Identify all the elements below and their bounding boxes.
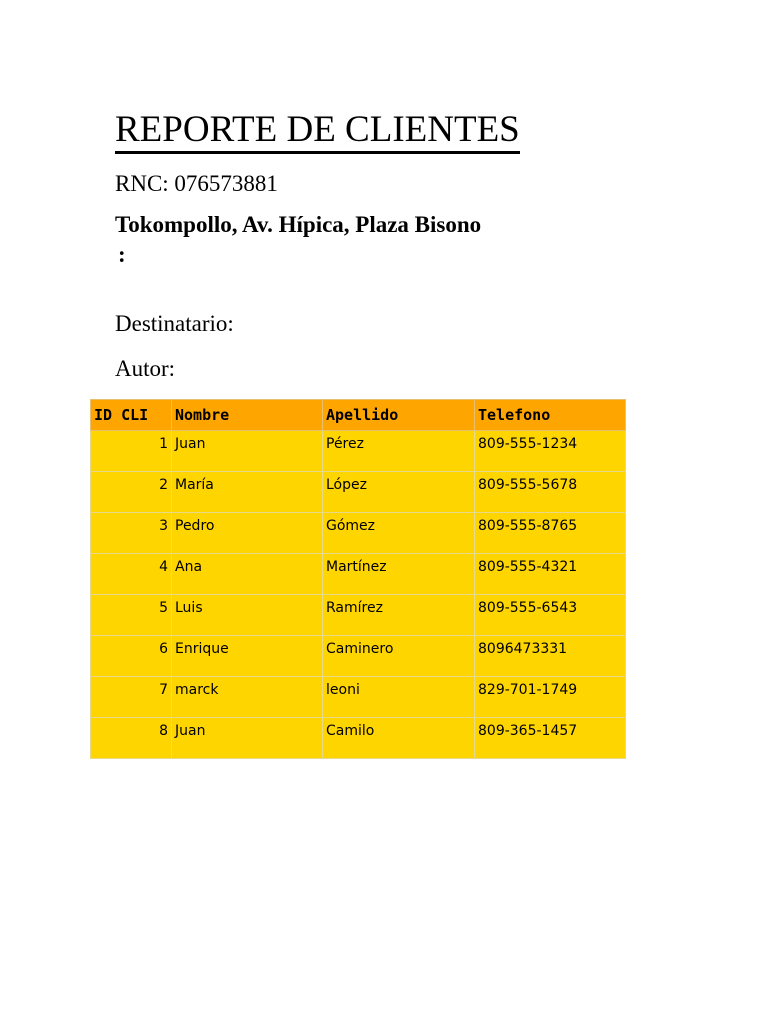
table-row (91, 513, 626, 554)
cell-telefono: 809-555-8765 (475, 513, 626, 554)
table-row (91, 677, 626, 718)
cell-id: 1 (91, 431, 172, 472)
header-id: ID CLI (91, 400, 172, 431)
report-title: REPORTE DE CLIENTES (115, 110, 520, 154)
recipient-label: Destinatario: (115, 311, 234, 336)
cell-nombre: marck (172, 677, 323, 718)
table-header-row (91, 400, 626, 431)
cell-telefono: 829-701-1749 (475, 677, 626, 718)
cell-nombre: Juan (172, 431, 323, 472)
cell-apellido: Pérez (323, 431, 475, 472)
cell-telefono: 809-555-4321 (475, 554, 626, 595)
header-apellido: Apellido (323, 400, 475, 431)
table-row (91, 431, 626, 472)
header-telefono: Telefono (475, 400, 626, 431)
clients-table (90, 399, 626, 759)
cell-nombre: María (172, 472, 323, 513)
cell-id: 6 (91, 636, 172, 677)
table-row (91, 718, 626, 759)
cell-id: 5 (91, 595, 172, 636)
cell-telefono: 809-555-6543 (475, 595, 626, 636)
cell-apellido: López (323, 472, 475, 513)
cell-nombre: Juan (172, 718, 323, 759)
cell-id: 3 (91, 513, 172, 554)
cell-apellido: Gómez (323, 513, 475, 554)
cell-telefono: 809-365-1457 (475, 718, 626, 759)
table-row (91, 472, 626, 513)
cell-id: 2 (91, 472, 172, 513)
cell-nombre: Luis (172, 595, 323, 636)
cell-telefono: 8096473331 (475, 636, 626, 677)
company-address: Tokompollo, Av. Hípica, Plaza Bisono (115, 212, 482, 237)
table-row (91, 595, 626, 636)
header-nombre: Nombre (172, 400, 323, 431)
cell-nombre: Pedro (172, 513, 323, 554)
cell-id: 8 (91, 718, 172, 759)
table-row (91, 636, 626, 677)
cell-id: 7 (91, 677, 172, 718)
cell-apellido: Ramírez (323, 595, 475, 636)
cell-apellido: Martínez (323, 554, 475, 595)
cell-nombre: Ana (172, 554, 323, 595)
rnc-line: RNC: 076573881 (115, 171, 278, 196)
cell-id: 4 (91, 554, 172, 595)
cell-telefono: 809-555-5678 (475, 472, 626, 513)
cell-apellido: leoni (323, 677, 475, 718)
address-colon: : (118, 242, 126, 267)
author-label: Autor: (115, 356, 176, 381)
cell-apellido: Camilo (323, 718, 475, 759)
cell-nombre: Enrique (172, 636, 323, 677)
table-row (91, 554, 626, 595)
cell-apellido: Caminero (323, 636, 475, 677)
cell-telefono: 809-555-1234 (475, 431, 626, 472)
